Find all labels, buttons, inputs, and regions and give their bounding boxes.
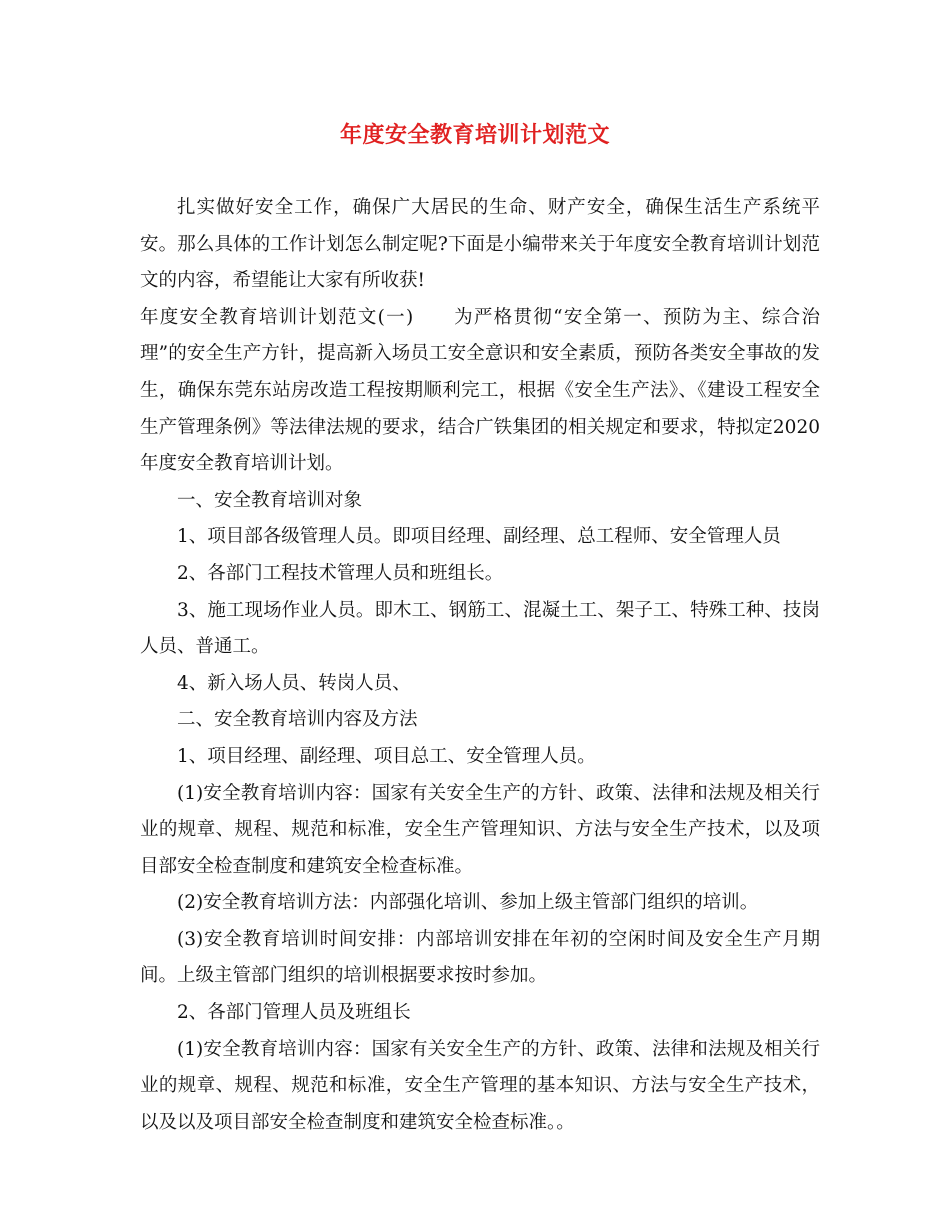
heading-training-targets: 一、安全教育培训对象 [177,489,363,511]
list-item: (1)安全教育培训内容：国家有关安全生产的方针、政策、法律和法规及相关行业的规章、规程、规范和标准，安全生产管理的基本知识、方法与安全生产技术，以及以及项目部安全检查制度和建筑安全检查标准。。 [140,1038,820,1133]
list-item: (1)安全教育培训内容：国家有关安全生产的方针、政策、法律和法规及相关行业的规章、规程、规范和标准，安全生产管理知识、方法与安全生产技术，以及项目部安全检查制度和建筑安全检查标准。 [140,782,820,877]
list-item: 1、项目部各级管理人员。即项目经理、副经理、总工程师、安全管理人员 [177,526,781,548]
list-item: (2)安全教育培训方法：内部强化培训、参加上级主管部门组织的培训。 [177,892,759,914]
heading-training-content: 二、安全教育培训内容及方法 [177,709,418,731]
list-item: 2、各部门管理人员及班组长 [177,1002,411,1024]
section-paragraph: 年度安全教育培训计划范文(一) 为严格贯彻“安全第一、预防为主、综合治理”的安全生产方针，提高新入场员工安全意识和安全素质，预防各类安全事故的发生，确保东莞东站房改造工程按期顺利完工，根据《安全生产法》、《建设工程安全生产管理条例》等法律法规的要求，结合广铁集团的相关规定和要求，特拟定2020年度安全教育培训计划。 [140,306,820,475]
list-item: 2、各部门工程技术管理人员和班组长。 [177,562,504,584]
list-item: 4、新入场人员、转岗人员、 [177,672,411,694]
document-body [140,190,820,1141]
list-item: 1、项目经理、副经理、项目总工、安全管理人员。 [177,745,596,767]
intro-paragraph: 扎实做好安全工作，确保广大居民的生命、财产安全，确保生活生产系统平安。那么具体的工作计划怎么制定呢?下面是小编带来关于年度安全教育培训计划范文的内容，希望能让大家有所收获! [140,197,820,292]
document-title: 年度安全教育培训计划范文 [339,122,610,148]
list-item: (3)安全教育培训时间安排：内部培训安排在年初的空闲时间及安全生产月期间。上级主管部门组织的培训根据要求按时参加。 [140,928,820,987]
list-item: 3、施工现场作业人员。即木工、钢筋工、混凝土工、架子工、特殊工种、技岗人员、普通工。 [140,599,820,658]
